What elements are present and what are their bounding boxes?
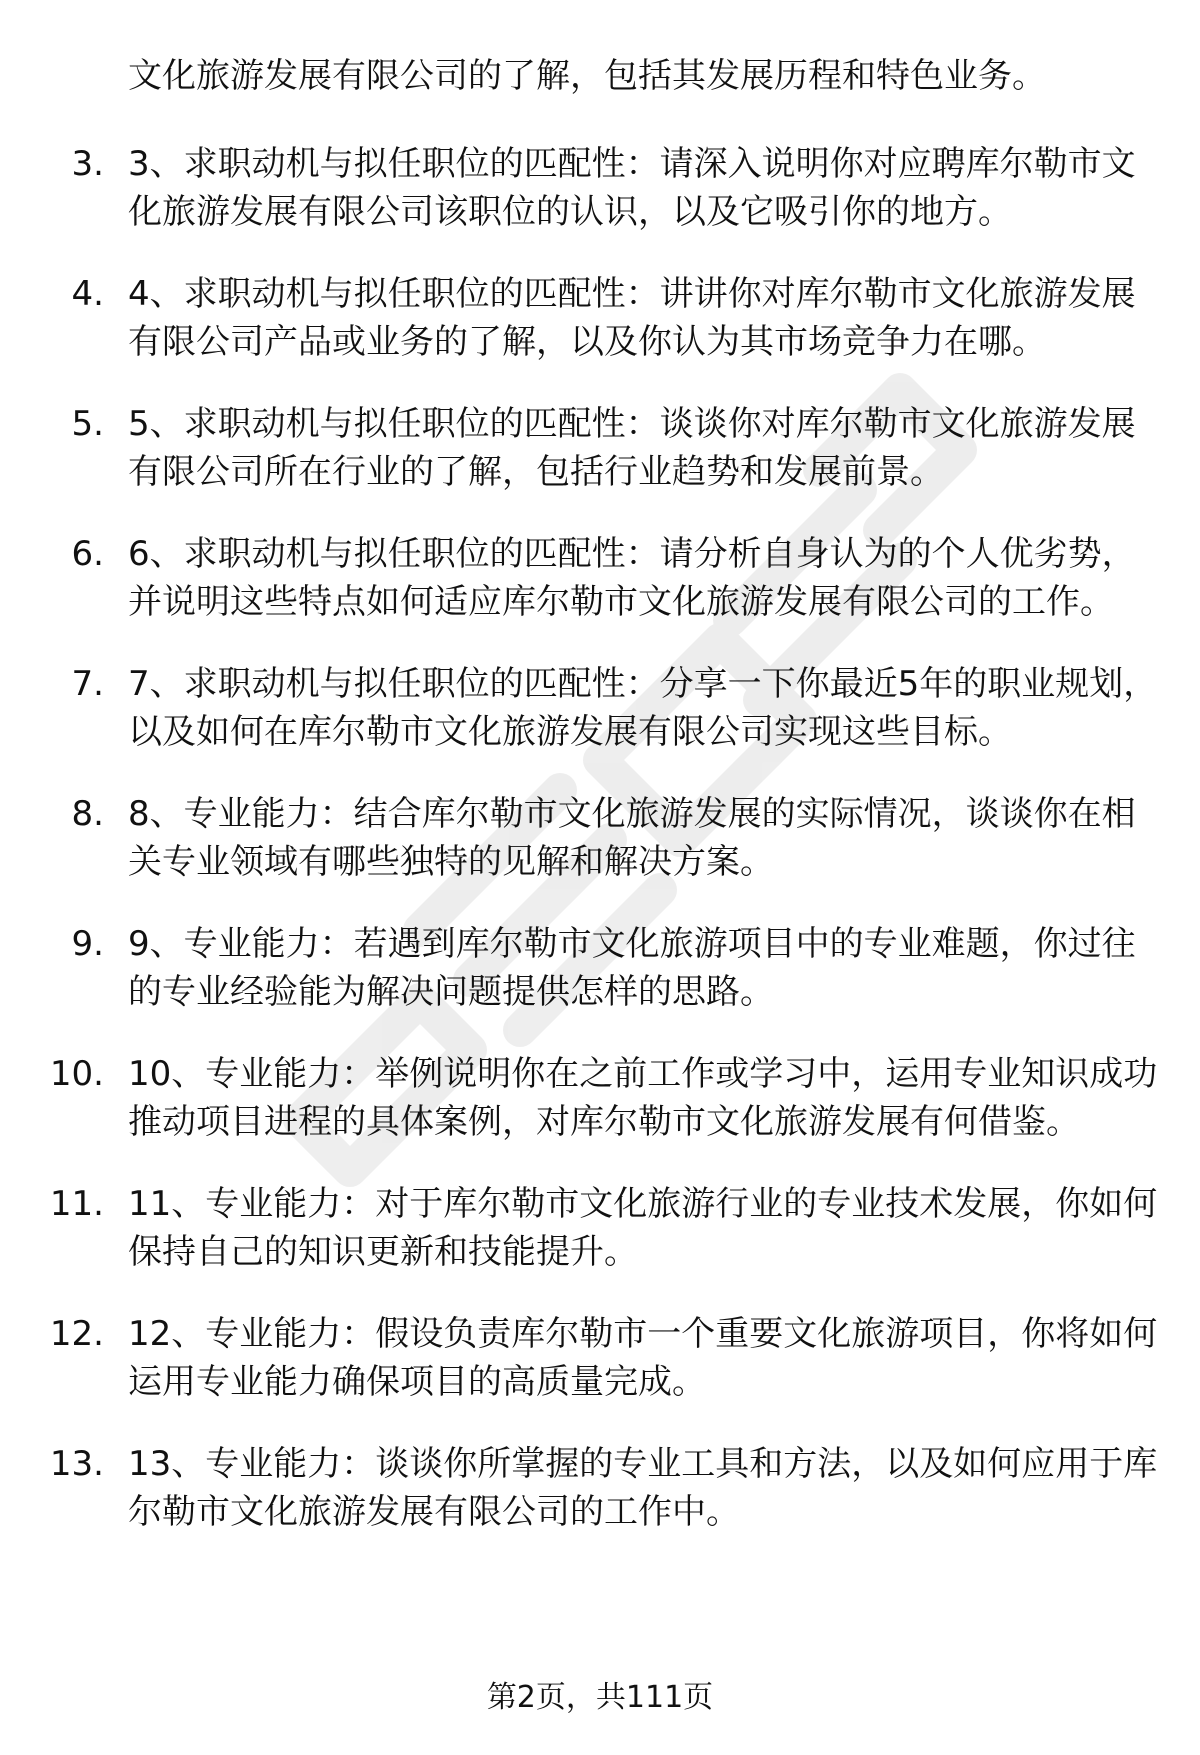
list-item-text: 13、专业能力：谈谈你所掌握的专业工具和方法，以及如何应用于库尔勒市文化旅游发展有限公司的工作中。 [128,1444,1158,1532]
list-item-number: 11. [49,1184,104,1224]
list-item-text: 11、专业能力：对于库尔勒市文化旅游行业的专业技术发展，你如何保持自己的知识更新和技能提升。 [128,1184,1158,1272]
list-item-number: 4. [71,274,104,314]
list-item-text: 10、专业能力：举例说明你在之前工作或学习中，运用专业知识成功推动项目进程的具体案例，对库尔勒市文化旅游发展有何借鉴。 [128,1054,1158,1142]
list-item-text: 8、专业能力：结合库尔勒市文化旅游发展的实际情况，谈谈你在相关专业领域有哪些独特的见解和解决方案。 [128,794,1136,882]
list-item [0,140,1200,236]
list-item-text: 7、求职动机与拟任职位的匹配性：分享一下你最近5年的职业规划，以及如何在库尔勒市文化旅游发展有限公司实现这些目标。 [128,664,1158,752]
list-item-number: 10. [49,1054,104,1094]
list-item [0,1180,1200,1276]
list-item [0,270,1200,366]
list-item-number: 8. [71,794,104,834]
list-item [0,400,1200,496]
page-footer: 第2页，共111页 [486,1680,714,1715]
list-item [0,660,1200,756]
question-list [0,140,1200,1570]
list-item [0,1310,1200,1406]
continuation-text: 文化旅游发展有限公司的了解，包括其发展历程和特色业务。 [128,56,1046,96]
list-item [0,790,1200,886]
list-item-number: 6. [71,534,104,574]
list-item-number: 7. [71,664,104,704]
list-item-text: 6、求职动机与拟任职位的匹配性：请分析自身认为的个人优劣势，并说明这些特点如何适应库尔勒市文化旅游发展有限公司的工作。 [128,534,1136,622]
list-item-text: 3、求职动机与拟任职位的匹配性：请深入说明你对应聘库尔勒市文化旅游发展有限公司该职位的认识，以及它吸引你的地方。 [128,144,1136,232]
list-item-number: 5. [71,404,104,444]
list-item-number: 13. [49,1444,104,1484]
list-item-text: 12、专业能力：假设负责库尔勒市一个重要文化旅游项目，你将如何运用专业能力确保项目的高质量完成。 [128,1314,1158,1402]
list-item-text: 9、专业能力：若遇到库尔勒市文化旅游项目中的专业难题，你过往的专业经验能为解决问题提供怎样的思路。 [128,924,1136,1012]
list-item [0,1440,1200,1536]
list-item-number: 12. [49,1314,104,1354]
list-item [0,920,1200,1016]
list-item [0,530,1200,626]
list-item-text: 4、求职动机与拟任职位的匹配性：讲讲你对库尔勒市文化旅游发展有限公司产品或业务的了解，以及你认为其市场竞争力在哪。 [128,274,1136,362]
list-item-number: 3. [71,144,104,184]
list-item [0,1050,1200,1146]
list-item-text: 5、求职动机与拟任职位的匹配性：谈谈你对库尔勒市文化旅游发展有限公司所在行业的了解，包括行业趋势和发展前景。 [128,404,1136,492]
list-item-number: 9. [71,924,104,964]
